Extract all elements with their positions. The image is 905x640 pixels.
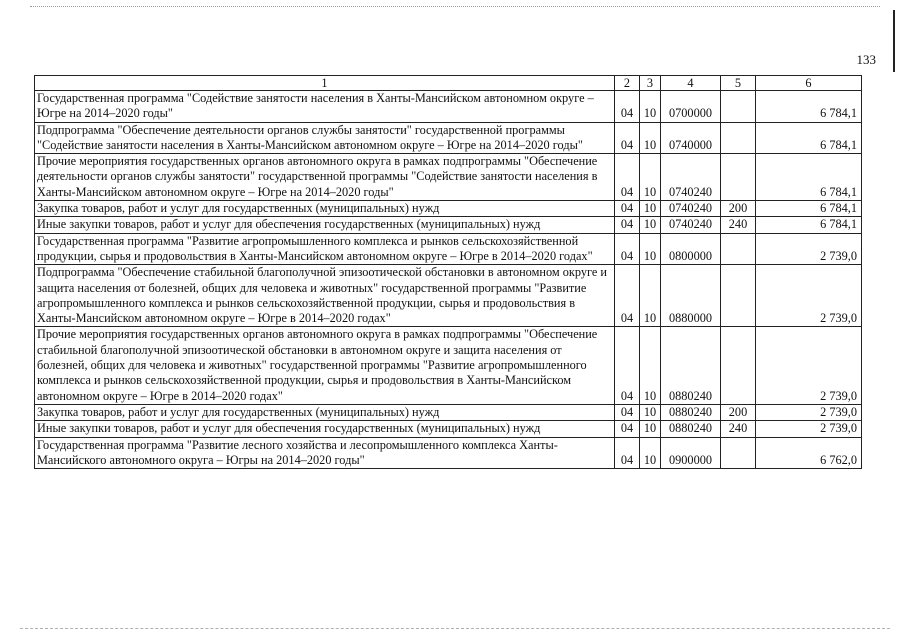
row-expense-type-cell: 200	[721, 404, 756, 420]
header-cell-6: 6	[756, 76, 862, 91]
scan-edge-top	[30, 6, 880, 7]
row-target-article-cell: 0880000	[661, 265, 721, 327]
row-name-cell: Государственная программа "Развитие агропромышленного комплекса и рынков сельскохозяйственной продукции, сырья и продовольствия в Ханты-Мансийском автономном округе – Югре в 2014–2020 годах"	[35, 233, 615, 265]
row-expense-type-cell	[721, 437, 756, 469]
row-amount-cell: 2 739,0	[756, 421, 862, 437]
row-subsection-cell: 10	[640, 404, 661, 420]
table-row	[35, 154, 862, 201]
row-subsection-cell: 10	[640, 91, 661, 123]
row-name-cell: Иные закупки товаров, работ и услуг для обеспечения государственных (муниципальных) нужд	[35, 217, 615, 233]
row-amount-cell: 6 784,1	[756, 217, 862, 233]
row-section-cell: 04	[615, 154, 640, 201]
row-target-article-cell: 0740240	[661, 201, 721, 217]
row-expense-type-cell	[721, 91, 756, 123]
row-expense-type-cell	[721, 154, 756, 201]
row-target-article-cell: 0740000	[661, 122, 721, 154]
row-subsection-cell: 10	[640, 233, 661, 265]
row-amount-cell: 2 739,0	[756, 233, 862, 265]
row-section-cell: 04	[615, 91, 640, 123]
row-expense-type-cell	[721, 233, 756, 265]
row-subsection-cell: 10	[640, 327, 661, 404]
row-section-cell: 04	[615, 437, 640, 469]
row-name-cell: Прочие мероприятия государственных органов автономного округа в рамках подпрограммы "Обеспечение деятельности органов службы занятости" государственной программы "Содействие занятости населения в Ханты-Мансийском автономном округе – Югре на 2014–2020 годы"	[35, 154, 615, 201]
row-section-cell: 04	[615, 404, 640, 420]
header-cell-1: 1	[35, 76, 615, 91]
row-subsection-cell: 10	[640, 421, 661, 437]
row-expense-type-cell: 240	[721, 217, 756, 233]
row-subsection-cell: 10	[640, 217, 661, 233]
table-row	[35, 265, 862, 327]
margin-mark	[893, 10, 895, 72]
row-name-cell: Закупка товаров, работ и услуг для государственных (муниципальных) нужд	[35, 404, 615, 420]
table-row	[35, 122, 862, 154]
header-cell-4: 4	[661, 76, 721, 91]
row-amount-cell: 6 784,1	[756, 201, 862, 217]
table-row	[35, 233, 862, 265]
header-cell-3: 3	[640, 76, 661, 91]
table-row	[35, 437, 862, 469]
row-subsection-cell: 10	[640, 437, 661, 469]
row-target-article-cell: 0740240	[661, 154, 721, 201]
table-row	[35, 404, 862, 420]
row-section-cell: 04	[615, 233, 640, 265]
row-target-article-cell: 0880240	[661, 404, 721, 420]
header-cell-5: 5	[721, 76, 756, 91]
table-row	[35, 217, 862, 233]
scan-edge-bottom	[20, 628, 890, 629]
row-amount-cell: 6 784,1	[756, 154, 862, 201]
row-subsection-cell: 10	[640, 122, 661, 154]
row-amount-cell: 6 784,1	[756, 91, 862, 123]
header-row	[35, 76, 862, 91]
row-name-cell: Подпрограмма "Обеспечение стабильной благополучной эпизоотической обстановки в автономном округе и защита населения от болезней, общих для человека и животных" государственной программы "Развитие агропромышленного комплекса и рынков сельскохозяйственной продукции, сырья и продовольствия в Ханты-Мансийском автономном округе – Югре в 2014–2020 годах"	[35, 265, 615, 327]
row-name-cell: Государственная программа "Содействие занятости населения в Ханты-Мансийском автономном округе – Югре на 2014–2020 годы"	[35, 91, 615, 123]
table-row	[35, 91, 862, 123]
row-name-cell: Государственная программа "Развитие лесного хозяйства и лесопромышленного комплекса Ханты-Мансийского автономного округа – Югры на 2014–2020 годы"	[35, 437, 615, 469]
row-section-cell: 04	[615, 201, 640, 217]
row-subsection-cell: 10	[640, 201, 661, 217]
row-amount-cell: 2 739,0	[756, 404, 862, 420]
row-section-cell: 04	[615, 421, 640, 437]
table-row	[35, 421, 862, 437]
row-section-cell: 04	[615, 327, 640, 404]
row-amount-cell: 6 762,0	[756, 437, 862, 469]
row-expense-type-cell	[721, 122, 756, 154]
row-expense-type-cell	[721, 327, 756, 404]
row-amount-cell: 2 739,0	[756, 265, 862, 327]
row-target-article-cell: 0800000	[661, 233, 721, 265]
row-expense-type-cell: 200	[721, 201, 756, 217]
row-subsection-cell: 10	[640, 265, 661, 327]
page-number: 133	[856, 52, 876, 67]
row-subsection-cell: 10	[640, 154, 661, 201]
row-expense-type-cell	[721, 265, 756, 327]
row-section-cell: 04	[615, 265, 640, 327]
row-expense-type-cell: 240	[721, 421, 756, 437]
row-name-cell: Подпрограмма "Обеспечение деятельности органов службы занятости" государственной программы "Содействие занятости населения в Ханты-Мансийском автономном округе – Югре на 2014–2020 годы"	[35, 122, 615, 154]
row-target-article-cell: 0740240	[661, 217, 721, 233]
table-row	[35, 201, 862, 217]
table-row	[35, 327, 862, 404]
row-target-article-cell: 0880240	[661, 327, 721, 404]
row-section-cell: 04	[615, 217, 640, 233]
row-section-cell: 04	[615, 122, 640, 154]
row-target-article-cell: 0880240	[661, 421, 721, 437]
budget-table	[34, 75, 862, 469]
row-target-article-cell: 0700000	[661, 91, 721, 123]
header-cell-2: 2	[615, 76, 640, 91]
row-amount-cell: 2 739,0	[756, 327, 862, 404]
row-name-cell: Иные закупки товаров, работ и услуг для обеспечения государственных (муниципальных) нужд	[35, 421, 615, 437]
row-target-article-cell: 0900000	[661, 437, 721, 469]
row-amount-cell: 6 784,1	[756, 122, 862, 154]
row-name-cell: Закупка товаров, работ и услуг для государственных (муниципальных) нужд	[35, 201, 615, 217]
row-name-cell: Прочие мероприятия государственных органов автономного округа в рамках подпрограммы "Обеспечение стабильной благополучной эпизоотической обстановки в автономном округе и защита населения от болезней, общих для человека и животных" государственной программы "Развитие агропромышленного комплекса и рынков сельскохозяйственной продукции, сырья и продовольствия в Ханты-Мансийском автономном округе – Югре в 2014–2020 годах"	[35, 327, 615, 404]
